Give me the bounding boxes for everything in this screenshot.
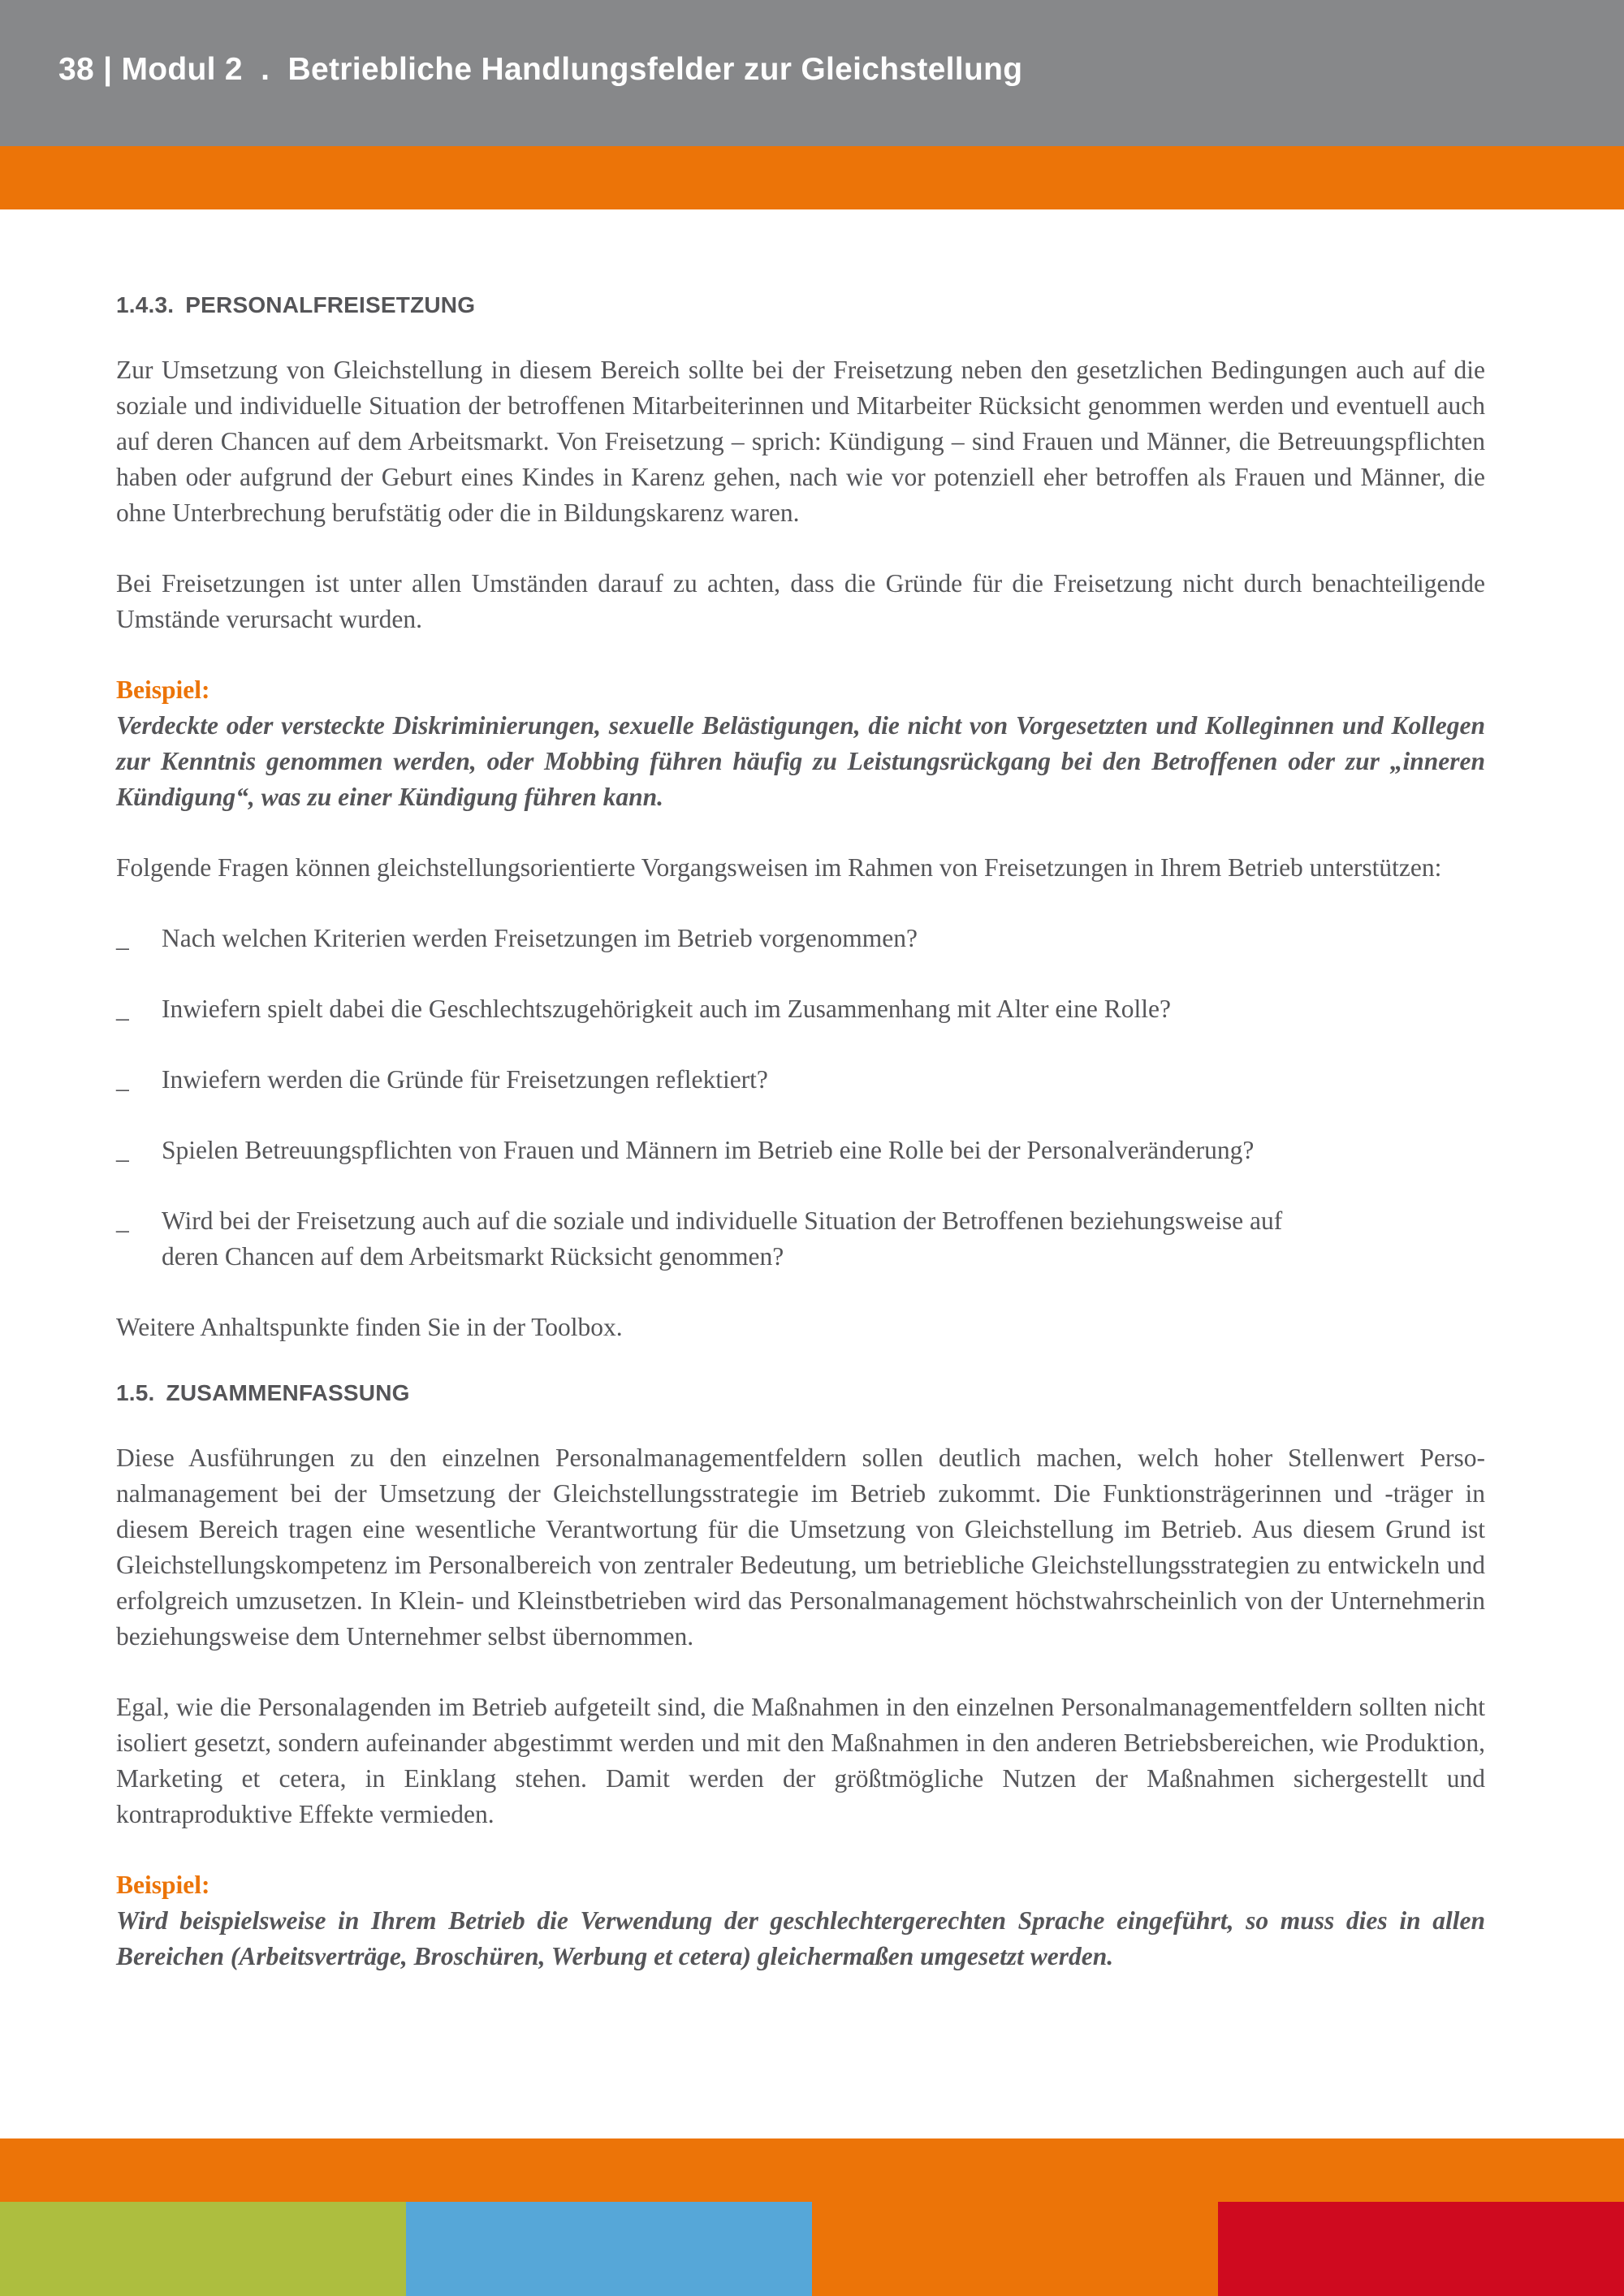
paragraph: Weitere Anhaltspunkte finden Sie in der Toolbox.	[116, 1313, 623, 1341]
example-box	[116, 672, 1485, 815]
paragraph: Diese Ausführungen zu den einzelnen Personalmanagementfeldern sollen deutlich machen, welch hoher Stellenwert Personalmanagement bei der Umsetzung der Gleichstellungsstrategie im Betrieb zukommt. Die Funktionsträgerinnen und -träger in diesem Bereich tragen eine wesentliche Verantwortung für die Umsetzung von Gleichstellung im Betrieb. Aus diesem Grund ist Gleichstellungskompetenz im Personalbereich von zentraler Bedeutung, um betriebliche Gleichstellungsstrategien zu entwickeln und erfolgreich umzusetzen. In Klein- und Kleinstbetrieben wird das Personalmanagement höchstwahrscheinlich von der Unternehmerin beziehungsweise dem Unternehmer selbst übernommen.	[116, 1444, 1485, 1651]
paragraph: Bei Freisetzungen ist unter allen Umständen darauf zu achten, dass die Gründe für die Freisetzung nicht durch benachteiligende Umstände verursacht wurden.	[116, 569, 1485, 633]
list-marker: _	[116, 924, 129, 952]
example-label: Beispiel:	[116, 675, 210, 704]
footer-color-block-orange	[812, 2202, 1218, 2296]
paragraph: Egal, wie die Personalagenden im Betrieb aufgeteilt sind, die Maßnahmen in den einzelnen Personalmanagementfeldern sollten nicht isoliert gesetzt, sondern aufeinander abgestimmt werden und mit den Maßnahmen in den anderen Betriebsbereichen, wie Produktion, Marketing et cetera, in Einklang stehen. Damit werden der größtmögliche Nutzen der Maßnahmen sichergestellt und kontraproduktive Effekte vermieden.	[116, 1693, 1485, 1828]
page-header	[0, 0, 1624, 146]
header-accent-stripe	[0, 146, 1624, 209]
page-header-title: 38 | Modul 2 . Betriebliche Handlungsfelder zur Gleichstellung	[58, 52, 1023, 87]
footer-color-block-green	[0, 2202, 406, 2296]
paragraph: Folgende Fragen können gleichstellungsorientierte Vorgangsweisen im Rahmen von Freisetzungen in Ihrem Betrieb unterstützen:	[116, 853, 1442, 882]
list-item	[116, 991, 1485, 1027]
list-marker: _	[116, 995, 129, 1023]
list-marker: _	[116, 1136, 129, 1164]
list-item	[116, 1203, 1485, 1275]
footer-color-block-blue	[406, 2202, 812, 2296]
page-content	[116, 292, 1485, 2009]
list-item	[116, 1133, 1485, 1168]
footer-accent-stripe	[0, 2138, 1624, 2202]
list-item-text: Inwiefern werden die Gründe für Freisetzungen reflektiert?	[162, 1065, 768, 1094]
example-label: Beispiel:	[116, 1871, 210, 1899]
section-number: 1.4.3.	[116, 292, 175, 317]
list-item-text: Nach welchen Kriterien werden Freisetzungen im Betrieb vorgenommen?	[162, 924, 918, 952]
list-item	[116, 1062, 1485, 1098]
section-heading-zusammenfassung	[116, 1380, 1485, 1406]
question-list	[116, 921, 1485, 1275]
list-item	[116, 921, 1485, 956]
section-title: ZUSAMMENFASSUNG	[166, 1380, 410, 1405]
list-marker: _	[116, 1206, 129, 1235]
list-marker: _	[116, 1065, 129, 1094]
example-box	[116, 1867, 1485, 1974]
footer-color-block-red	[1218, 2202, 1624, 2296]
section-title: PERSONALFREISETZUNG	[185, 292, 476, 317]
list-item-text: Inwiefern spielt dabei die Geschlechtszugehörigkeit auch im Zusammenhang mit Alter eine Rolle?	[162, 995, 1171, 1023]
example-text: Wird beispielsweise in Ihrem Betrieb die Verwendung der geschlechtergerechten Sprache eingeführt, so muss dies in allen Bereichen (Arbeitsverträge, Broschüren, Werbung et cetera) gleichermaßen umgesetzt werden.	[116, 1906, 1485, 1970]
example-text: Verdeckte oder versteckte Diskriminierungen, sexuelle Belästigungen, die nicht von Vorgesetzten und Kolleginnen und Kollegen zur Kenntnis genommen werden, oder Mobbing führen häufig zu Leistungsrückgang bei den Betroffenen oder zur „inneren Kündigung“, was zu einer Kündigung führen kann.	[116, 711, 1485, 811]
paragraph: Zur Umsetzung von Gleichstellung in diesem Bereich sollte bei der Freisetzung neben den gesetzlichen Bedingungen auch auf die soziale und individuelle Situation der betroffenen Mitarbeiterinnen und Mitarbeiter Rücksicht genommen werden und eventuell auch auf deren Chancen auf dem Arbeitsmarkt. Von Freisetzung – sprich: Kündigung – sind Frauen und Männer, die Betreuungspflichten haben oder aufgrund der Geburt eines Kindes in Karenz gehen, nach wie vor potenziell eher betroffen als Frauen und Männer, die ohne Unterbrechung berufstätig oder die in Bildungskarenz waren.	[116, 356, 1485, 527]
list-item-text: Wird bei der Freisetzung auch auf die soziale und individuelle Situation der Betroffenen beziehungsweise auf deren Chancen auf dem Arbeitsmarkt Rücksicht genommen?	[162, 1206, 1283, 1271]
section-number: 1.5.	[116, 1380, 155, 1405]
list-item-text: Spielen Betreuungspflichten von Frauen und Männern im Betrieb eine Rolle bei der Personalveränderung?	[162, 1136, 1255, 1164]
section-heading-personalfreisetzung	[116, 292, 1485, 318]
